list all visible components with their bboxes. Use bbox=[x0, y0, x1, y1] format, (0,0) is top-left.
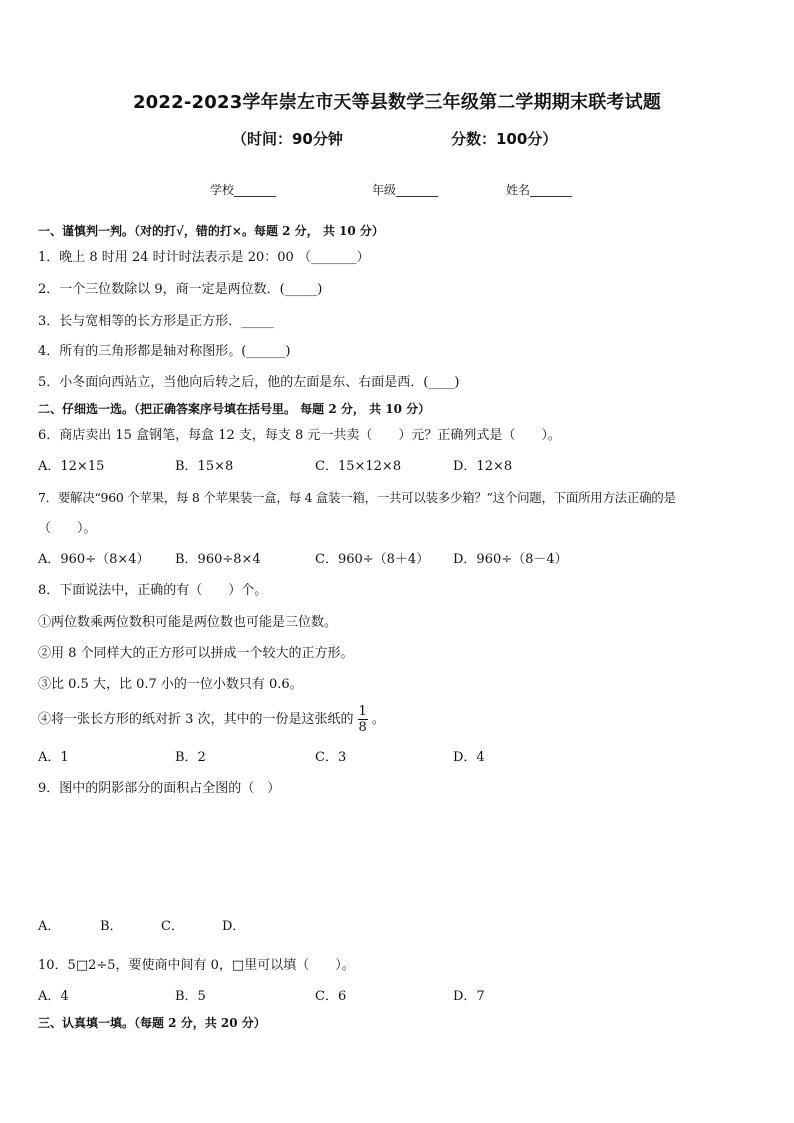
q10-option-c: C．6 bbox=[315, 989, 347, 1004]
student-info-fields bbox=[0, 181, 794, 201]
question-7-line-1: 7．要解决“960 个苹果，每 8 个苹果装一盒，每 4 盒装一箱，一共可以装多少箱？”这个问题，下面所用方法正确的是 bbox=[38, 490, 676, 505]
q8-option-a: A．1 bbox=[38, 750, 69, 765]
q8-option-d: D．4 bbox=[453, 750, 485, 765]
q8-option-b: B．2 bbox=[175, 750, 206, 765]
school-field: 学校_______ bbox=[210, 183, 277, 197]
q7-option-b: B．960÷8×4 bbox=[175, 552, 261, 567]
q6-option-d: D．12×8 bbox=[453, 459, 513, 474]
fraction-one-eighth bbox=[358, 704, 368, 735]
q10-option-d: D．7 bbox=[453, 989, 485, 1004]
exam-score: 分数：100分） bbox=[451, 130, 558, 148]
q6-option-b: B．15×8 bbox=[175, 459, 234, 474]
q8-statement-3: ③比 0.5 大，比 0.7 小的一位小数只有 0.6。 bbox=[38, 677, 303, 692]
q6-option-a: A．12×15 bbox=[38, 459, 105, 474]
q9-option-b: B． bbox=[100, 919, 123, 934]
q8-statement-4-end: 。 bbox=[371, 712, 385, 727]
grade-field: 年级_______ bbox=[372, 183, 439, 197]
section-1-heading: 一、谨慎判一判。（对的打√，错的打×。每题 2 分， 共 10 分） bbox=[38, 224, 384, 238]
q8-statement-4-text: ④将一张长方形的纸对折 3 次，其中的一份是这张纸的 bbox=[38, 712, 354, 727]
exam-time: （时间：90分钟 bbox=[232, 130, 343, 148]
question-7-line-2: （ ）。 bbox=[38, 521, 97, 536]
question-5: 5．小冬面向西站立，当他向后转之后，他的左面是东、右面是西．(____) bbox=[38, 375, 460, 390]
q6-option-c: C．15×12×8 bbox=[315, 459, 402, 474]
q7-option-d: D．960÷（8－4） bbox=[453, 552, 568, 567]
q8-statement-2: ②用 8 个同样大的正方形可以拼成一个较大的正方形。 bbox=[38, 646, 354, 661]
fraction-numerator: 1 bbox=[358, 704, 367, 719]
section-3-heading: 三、认真填一填。（每题 2 分，共 20 分） bbox=[38, 1016, 266, 1030]
exam-title: 2022-2023学年崇左市天等县数学三年级第二学期期末联考试题 bbox=[132, 92, 662, 113]
question-3: 3．长与宽相等的长方形是正方形．_____ bbox=[38, 314, 274, 329]
q8-statement-4 bbox=[38, 702, 385, 738]
q10-option-b: B．5 bbox=[175, 989, 206, 1004]
question-1: 1．晚上 8 时用 24 时计时法表示是 20：00 （_______） bbox=[38, 250, 370, 265]
section-2-heading: 二、仔细选一选。（把正确答案序号填在括号里。 每题 2 分， 共 10 分） bbox=[38, 402, 431, 416]
q7-option-a: A．960÷（8×4） bbox=[38, 552, 150, 567]
exam-meta bbox=[0, 128, 794, 152]
q10-option-a: A．4 bbox=[38, 989, 69, 1004]
question-6: 6．商店卖出 15 盒钢笔，每盒 12 支，每支 8 元一共卖（ ）元？正确列式是（ ）。 bbox=[38, 428, 561, 443]
fraction-denominator: 8 bbox=[358, 720, 367, 735]
question-8: 8．下面说法中，正确的有（ ）个。 bbox=[38, 583, 268, 598]
q9-option-c: C． bbox=[161, 919, 184, 934]
q8-option-c: C．3 bbox=[315, 750, 347, 765]
q9-option-d: D． bbox=[222, 919, 246, 934]
question-10: 10．5□2÷5，要使商中间有 0，□里可以填（ ）。 bbox=[38, 958, 355, 973]
name-field: 姓名_______ bbox=[506, 183, 573, 197]
question-4: 4．所有的三角形都是轴对称图形。(______) bbox=[38, 344, 291, 359]
q8-statement-1: ①两位数乘两位数积可能是两位数也可能是三位数。 bbox=[38, 615, 338, 630]
question-2: 2．一个三位数除以 9，商一定是两位数．(_____) bbox=[38, 282, 323, 297]
question-9: 9．图中的阴影部分的面积占全图的（ ） bbox=[38, 781, 281, 796]
q7-option-c: C．960÷（8＋4） bbox=[315, 552, 430, 567]
q9-option-a: A． bbox=[38, 919, 61, 934]
